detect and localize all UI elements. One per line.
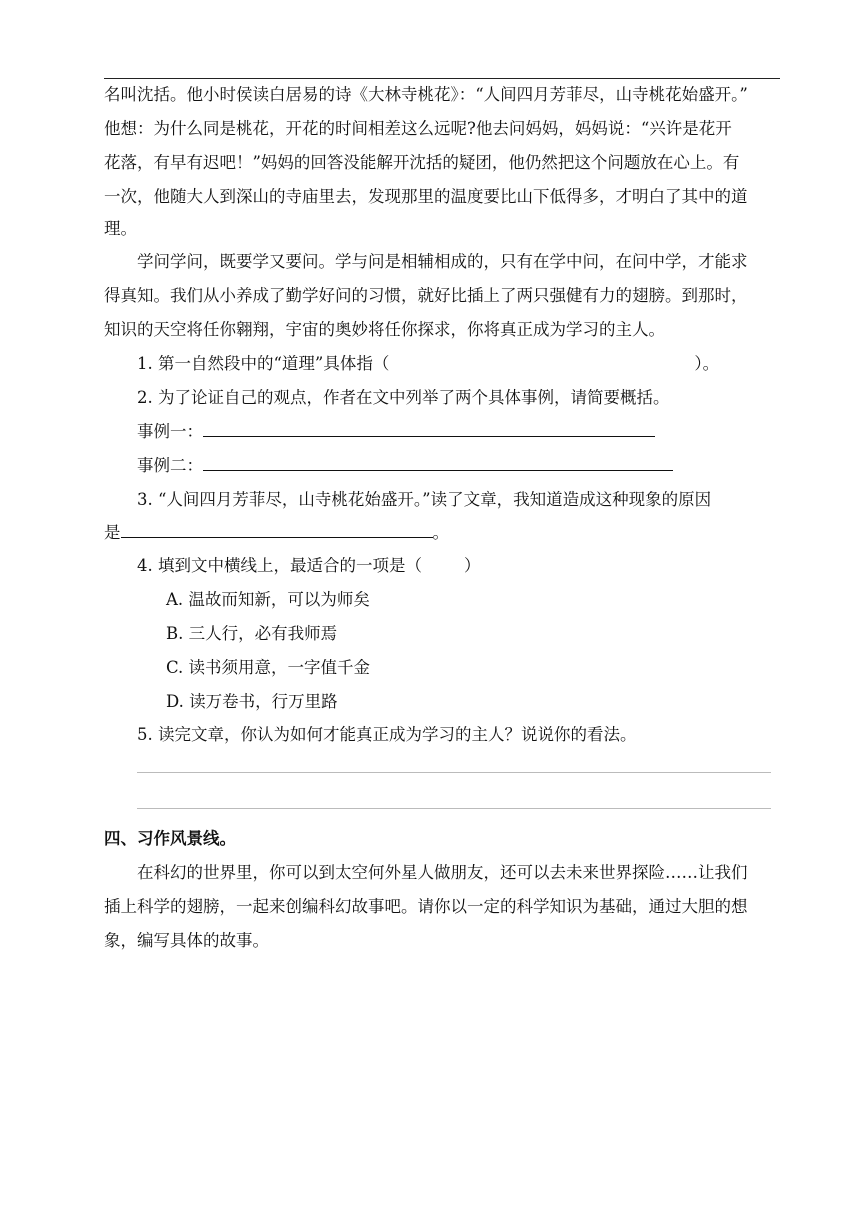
- passage-line-3: 花落，有早有迟吧！”妈妈的回答没能解开沈括的疑团，他仍然把这个问题放在心上。有: [104, 153, 740, 172]
- question-2: 2. 为了论证自己的观点，作者在文中列举了两个具体事例，请简要概括。: [137, 388, 670, 407]
- question-1-end: ）。: [694, 354, 720, 373]
- question-3-line-1: 3. “人间四月芳菲尽，山寺桃花始盛开。”读了文章，我知道造成这种现象的原因: [137, 490, 712, 509]
- section-4-line-2: 插上科学的翅膀，一起来创编科幻故事吧。请你以一定的科学知识为基础，通过大胆的想: [104, 897, 748, 916]
- question-1-text: 1. 第一自然段中的“道理”具体指（: [137, 354, 390, 373]
- passage-line-2: 他想：为什么同是桃花，开花的时间相差这么远呢?他去问妈妈，妈妈说：“兴许是花开: [104, 119, 732, 138]
- example-1-label: 事例一：: [137, 422, 203, 441]
- question-4-text: 4. 填到文中横线上，最适合的一项是（: [137, 556, 422, 575]
- question-5: 5. 读完文章，你认为如何才能真正成为学习的主人？说说你的看法。: [137, 725, 637, 744]
- question-1: [137, 347, 719, 381]
- question-3-end: 。: [432, 523, 449, 542]
- question-5-answer-line-2[interactable]: [137, 808, 771, 809]
- option-a[interactable]: A. 温故而知新，可以为师矣: [166, 590, 370, 609]
- question-2-example-1: [137, 415, 655, 449]
- section-4-line-3: 象，编写具体的故事。: [104, 931, 269, 950]
- question-3-answer-line[interactable]: [121, 517, 433, 538]
- question-3-prefix: 是: [104, 523, 121, 542]
- question-4: [137, 549, 481, 583]
- final-paragraph-line-2: 得真知。我们从小养成了勤学好问的习惯，就好比插上了两只强健有力的翅膀。到那时，: [104, 286, 748, 305]
- option-d[interactable]: D. 读万卷书，行万里路: [166, 692, 338, 711]
- option-c[interactable]: C. 读书须用意，一字值千金: [166, 658, 371, 677]
- passage-line-5: 理。: [104, 219, 137, 238]
- question-2-example-2: [137, 449, 673, 483]
- question-4-end: ）: [464, 556, 481, 575]
- example-2-label: 事例二：: [137, 456, 203, 475]
- option-b[interactable]: B. 三人行，必有我师焉: [166, 624, 338, 643]
- section-4-line-1: 在科幻的世界里，你可以到太空何外星人做朋友，还可以去未来世界探险……让我们: [137, 863, 748, 882]
- final-paragraph-line-1: 学问学问，既要学又要问。学与问是相辅相成的，只有在学中问，在问中学，才能求: [137, 252, 748, 271]
- section-4-heading: 四、习作风景线。: [104, 829, 236, 848]
- question-3-line-2: [104, 516, 449, 550]
- passage-line-4: 一次，他随大人到深山的寺庙里去，发现那里的温度要比山下低得多，才明白了其中的道: [104, 187, 748, 206]
- passage-line-1: 名叫沈括。他小时侯读白居易的诗《大林寺桃花》：“人间四月芳菲尽，山寺桃花始盛开。”: [104, 85, 748, 104]
- example-1-answer-line[interactable]: [203, 416, 655, 437]
- question-5-answer-line-1[interactable]: [137, 772, 771, 773]
- example-2-answer-line[interactable]: [203, 450, 673, 471]
- final-paragraph-line-3: 知识的天空将任你翱翔，宇宙的奥妙将任你探求，你将真正成为学习的主人。: [104, 320, 665, 339]
